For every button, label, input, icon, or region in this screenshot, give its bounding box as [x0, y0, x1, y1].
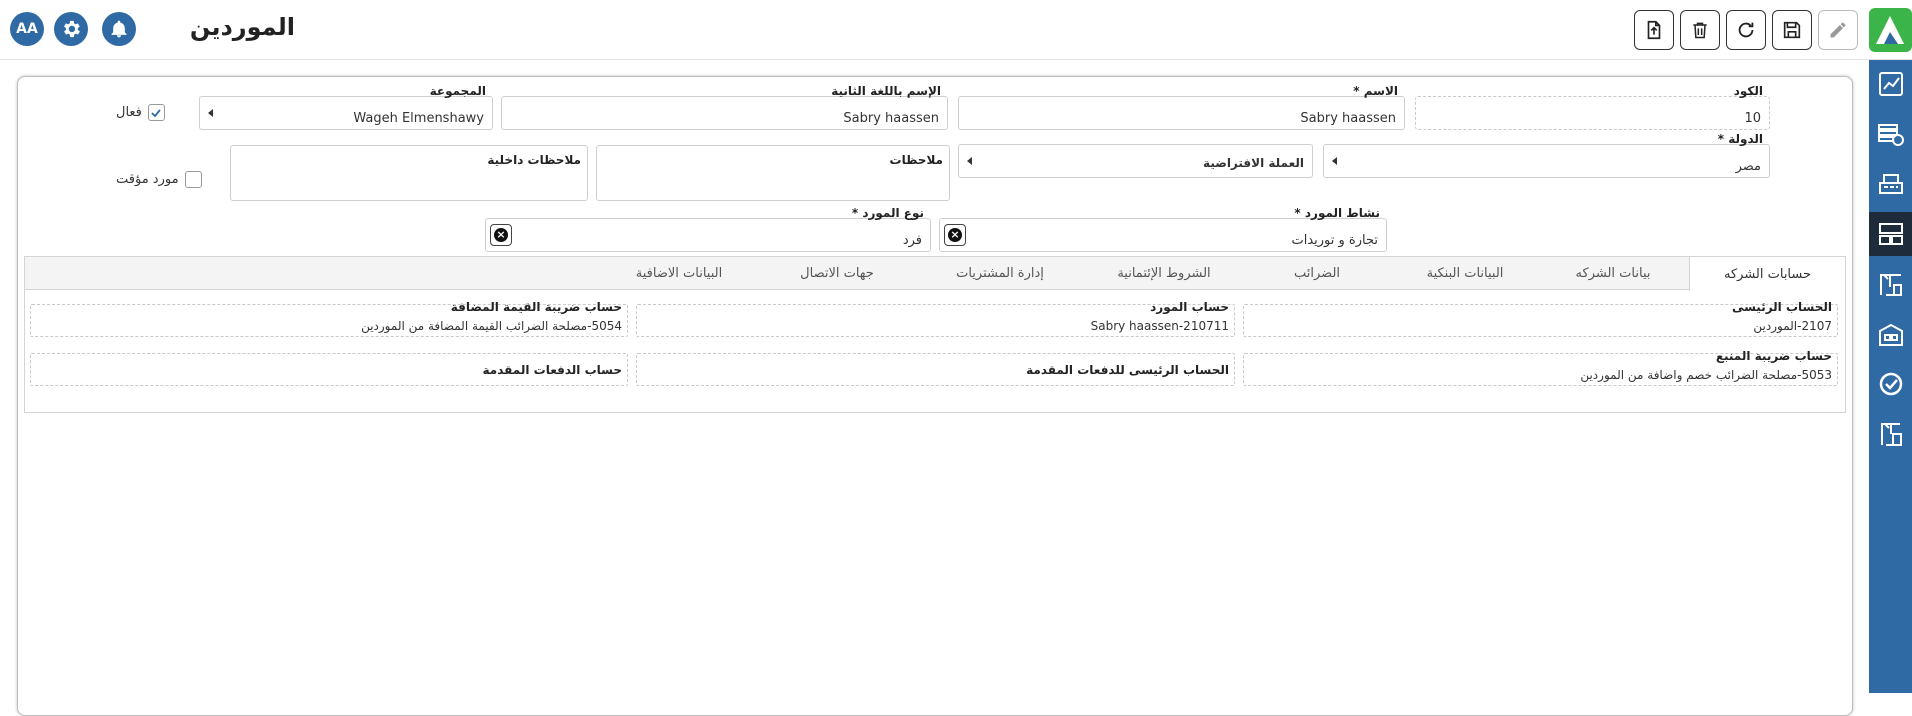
- supplier-account-field[interactable]: [636, 300, 1235, 337]
- avatar-initials: AA: [16, 21, 38, 37]
- tab-bank-data[interactable]: البيانات البنكية: [1426, 266, 1504, 281]
- notifications-button[interactable]: [102, 12, 136, 46]
- main-account-value: 2107-الموردين: [1753, 319, 1832, 333]
- sidebar-item-suppliers[interactable]: [1869, 212, 1912, 256]
- bell-icon: [109, 19, 129, 39]
- close-circle-icon: ×: [494, 228, 508, 242]
- supplier-type-value: فرد: [902, 233, 922, 248]
- withholding-account-label: حساب ضريبة المنبع: [1715, 349, 1832, 363]
- second-language-name-field[interactable]: [501, 84, 948, 130]
- save-button[interactable]: [1772, 10, 1812, 50]
- default-currency-select[interactable]: [958, 144, 1313, 178]
- group-select[interactable]: [199, 84, 493, 130]
- gear-icon: [60, 18, 82, 40]
- cash-register-icon: [1876, 169, 1906, 199]
- temp-supplier-checkbox-row[interactable]: [116, 171, 202, 188]
- withholding-account-value: 5053-مصلحة الضرائب خصم واضافة من الموردين: [1580, 368, 1832, 382]
- pencil-icon: [1828, 20, 1848, 40]
- tab-additional-data[interactable]: البيانات الاضافية: [635, 266, 723, 281]
- crane-icon: [1876, 269, 1906, 299]
- caret-left-icon: [967, 157, 972, 165]
- caret-left-icon: [208, 109, 213, 117]
- tab-purchase-management[interactable]: إدارة المشتريات: [956, 266, 1044, 281]
- tab-company-data[interactable]: بيانات الشركه: [1575, 266, 1651, 281]
- sidebar-item-projects[interactable]: [1869, 412, 1912, 456]
- tab-taxes[interactable]: الضرائب: [1294, 266, 1341, 281]
- default-currency-placeholder: العملة الافتراضية: [1203, 156, 1304, 170]
- sidebar-item-warehouse[interactable]: [1869, 312, 1912, 356]
- withholding-account-field[interactable]: [1243, 349, 1838, 386]
- money-stack-icon: [1876, 119, 1906, 149]
- advance-account-label: حساب الدفعات المقدمة: [482, 363, 622, 377]
- sidebar-item-production[interactable]: [1869, 262, 1912, 306]
- tabs-panel: [24, 256, 1846, 413]
- sidebar-item-quality[interactable]: [1869, 362, 1912, 406]
- tab-credit-terms[interactable]: الشروط الإئتمانية: [1117, 266, 1211, 281]
- country-select[interactable]: [1323, 132, 1770, 178]
- supplier-account-value: Sabry haassen-210711: [1090, 319, 1229, 333]
- supplier-activity-field[interactable]: [939, 206, 1387, 252]
- notes-label: ملاحظات: [889, 153, 943, 167]
- code-field[interactable]: [1415, 84, 1770, 130]
- supplier-activity-label: نشاط المورد *: [1294, 206, 1380, 220]
- vat-account-label: حساب ضريبة القيمة المضافة: [450, 300, 622, 314]
- main-advance-account-label: الحساب الرئيسى للدفعات المقدمة: [1026, 363, 1229, 377]
- verified-badge-icon: [1876, 369, 1906, 399]
- refresh-icon: [1735, 19, 1757, 41]
- close-circle-icon: ×: [948, 228, 962, 242]
- second-language-name-value: Sabry haassen: [843, 111, 939, 126]
- tab-company-accounts[interactable]: حسابات الشركه: [1689, 257, 1845, 291]
- group-value: Wageh Elmenshawy: [353, 111, 484, 126]
- sidebar-item-reports[interactable]: [1869, 62, 1912, 106]
- vat-account-value: 5054-مصلحة الضرائب القيمة المضافة من الموردين: [361, 319, 622, 333]
- check-icon: [150, 107, 162, 119]
- temp-supplier-label: مورد مؤقت: [116, 172, 179, 187]
- warehouse-icon: [1876, 319, 1906, 349]
- vat-account-field[interactable]: [30, 300, 628, 337]
- country-label: الدولة *: [1717, 132, 1763, 146]
- internal-notes-label: ملاحظات داخلية: [487, 153, 581, 167]
- delete-button[interactable]: [1680, 10, 1720, 50]
- name-label: الاسم *: [1353, 84, 1398, 98]
- group-label: المجموعة: [429, 84, 486, 98]
- top-bar: [0, 0, 1912, 60]
- supplier-type-label: نوع المورد *: [851, 206, 924, 220]
- name-field[interactable]: [958, 84, 1405, 130]
- internal-notes-textarea[interactable]: [230, 145, 588, 201]
- page-title: الموردين: [189, 13, 295, 41]
- notes-textarea[interactable]: [596, 145, 950, 201]
- save-icon: [1781, 19, 1803, 41]
- main-account-field[interactable]: [1243, 300, 1838, 337]
- export-icon: [1643, 19, 1665, 41]
- active-checkbox-row[interactable]: [116, 104, 165, 121]
- settings-button[interactable]: [54, 12, 88, 46]
- main-advance-account-field[interactable]: [636, 353, 1235, 386]
- export-button[interactable]: [1634, 10, 1674, 50]
- crane-alt-icon: [1876, 419, 1906, 449]
- user-avatar[interactable]: [10, 12, 44, 46]
- chart-report-icon: [1876, 69, 1906, 99]
- active-checkbox[interactable]: [148, 104, 165, 121]
- second-language-name-label: الإسم باللغة الثانية: [831, 84, 941, 98]
- advance-account-field[interactable]: [30, 353, 628, 386]
- supplier-activity-value: تجارة و توريدات: [1291, 233, 1378, 248]
- clear-activity-button[interactable]: [944, 224, 966, 246]
- clear-type-button[interactable]: [490, 224, 512, 246]
- app-logo: [1866, 6, 1912, 54]
- country-value: مصر: [1735, 159, 1761, 174]
- code-value: 10: [1744, 111, 1761, 126]
- tab-bar: [25, 257, 1845, 290]
- edit-button[interactable]: [1818, 10, 1858, 50]
- name-value: Sabry haassen: [1300, 111, 1396, 126]
- suppliers-icon: [1876, 219, 1906, 249]
- tab-contacts[interactable]: جهات الاتصال: [800, 266, 874, 281]
- supplier-type-field[interactable]: [485, 206, 931, 252]
- active-label: فعال: [116, 105, 142, 120]
- supplier-account-label: حساب المورد: [1150, 300, 1229, 314]
- sidebar-item-pos[interactable]: [1869, 162, 1912, 206]
- sidebar: [1869, 60, 1912, 693]
- temp-supplier-checkbox[interactable]: [185, 171, 202, 188]
- main-account-label: الحساب الرئيسى: [1731, 300, 1832, 314]
- trash-icon: [1690, 19, 1710, 41]
- refresh-button[interactable]: [1726, 10, 1766, 50]
- sidebar-item-finance[interactable]: [1869, 112, 1912, 156]
- caret-left-icon: [1332, 157, 1337, 165]
- code-label: الكود: [1733, 84, 1763, 98]
